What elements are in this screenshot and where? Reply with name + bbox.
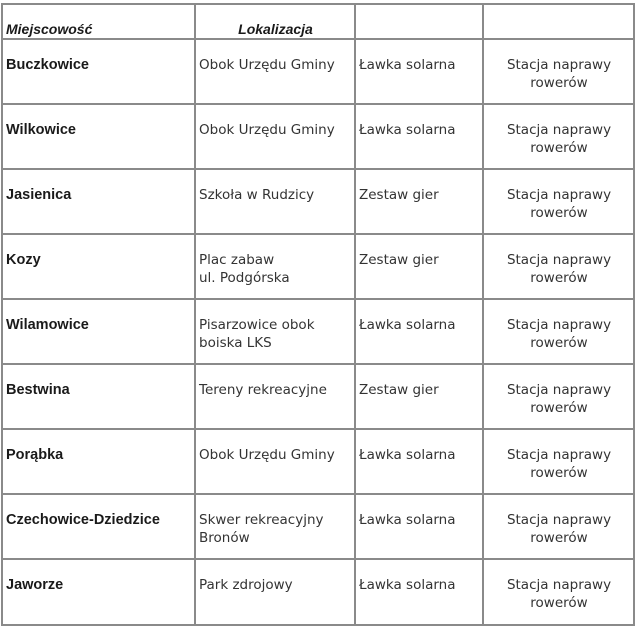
header-col3 xyxy=(355,4,483,39)
location-line1: Obok Urzędu Gminy xyxy=(199,447,335,463)
town-name: Bestwina xyxy=(6,382,70,398)
station-line1: Stacja naprawy xyxy=(506,317,612,333)
table-row xyxy=(2,429,634,494)
town-name: Wilkowice xyxy=(6,122,76,138)
location-line1: Plac zabaw xyxy=(199,252,275,268)
table-row xyxy=(2,364,634,429)
station-cell xyxy=(483,429,634,494)
header-location: Lokalizacja xyxy=(195,4,355,39)
town-name: Jaworze xyxy=(6,577,64,593)
table-row xyxy=(2,169,634,234)
station-cell xyxy=(483,104,634,169)
location-line1: Skwer rekreacyjny xyxy=(199,512,324,528)
town-name: Jasienica xyxy=(6,187,72,203)
item-name: Ławka solarna xyxy=(359,447,456,463)
town-cell xyxy=(2,364,195,429)
header-town: Miejscowość xyxy=(2,4,195,39)
location-cell xyxy=(195,494,355,559)
item-cell xyxy=(355,104,483,169)
town-name: Czechowice-Dziedzice xyxy=(6,512,160,528)
station-cell xyxy=(483,234,634,299)
item-name: Ławka solarna xyxy=(359,57,456,73)
location-line1: Obok Urzędu Gminy xyxy=(199,122,335,138)
location-cell xyxy=(195,299,355,364)
location-line2: Bronów xyxy=(199,530,250,546)
header-col4 xyxy=(483,4,634,39)
station-line1: Stacja naprawy xyxy=(506,382,612,398)
station-line2: rowerów xyxy=(530,335,588,351)
station-cell xyxy=(483,39,634,104)
town-name: Kozy xyxy=(6,252,41,268)
item-cell xyxy=(355,39,483,104)
location-line1: Park zdrojowy xyxy=(199,577,293,593)
item-cell xyxy=(355,559,483,625)
location-line2: boiska LKS xyxy=(199,335,272,351)
location-line1: Obok Urzędu Gminy xyxy=(199,57,335,73)
item-name: Ławka solarna xyxy=(359,317,456,333)
locations-table xyxy=(1,3,635,626)
item-cell xyxy=(355,234,483,299)
town-cell xyxy=(2,494,195,559)
station-line2: rowerów xyxy=(530,270,588,286)
station-line1: Stacja naprawy xyxy=(506,447,612,463)
station-line2: rowerów xyxy=(530,530,588,546)
table-row xyxy=(2,494,634,559)
station-line2: rowerów xyxy=(530,75,588,91)
location-cell xyxy=(195,364,355,429)
town-cell xyxy=(2,429,195,494)
item-cell xyxy=(355,429,483,494)
item-cell xyxy=(355,494,483,559)
town-cell xyxy=(2,234,195,299)
item-name: Zestaw gier xyxy=(359,187,439,203)
item-cell xyxy=(355,169,483,234)
location-line1: Szkoła w Rudzicy xyxy=(199,187,315,203)
item-name: Ławka solarna xyxy=(359,122,456,138)
station-line1: Stacja naprawy xyxy=(506,187,612,203)
town-cell xyxy=(2,559,195,625)
town-name: Buczkowice xyxy=(6,57,89,73)
town-cell xyxy=(2,104,195,169)
town-name: Wilamowice xyxy=(6,317,89,333)
station-line1: Stacja naprawy xyxy=(506,512,612,528)
location-line1: Pisarzowice obok xyxy=(199,317,315,333)
station-cell xyxy=(483,364,634,429)
location-cell xyxy=(195,169,355,234)
location-cell xyxy=(195,104,355,169)
table-row xyxy=(2,559,634,625)
item-cell xyxy=(355,299,483,364)
location-cell xyxy=(195,429,355,494)
station-line2: rowerów xyxy=(530,205,588,221)
station-line1: Stacja naprawy xyxy=(506,577,612,593)
location-cell xyxy=(195,234,355,299)
station-line2: rowerów xyxy=(530,465,588,481)
station-cell xyxy=(483,169,634,234)
town-name: Porąbka xyxy=(6,447,64,463)
location-cell xyxy=(195,559,355,625)
item-name: Ławka solarna xyxy=(359,577,456,593)
table-row xyxy=(2,104,634,169)
station-line2: rowerów xyxy=(530,140,588,156)
location-cell xyxy=(195,39,355,104)
item-name: Zestaw gier xyxy=(359,382,439,398)
town-cell xyxy=(2,39,195,104)
station-cell xyxy=(483,494,634,559)
station-line1: Stacja naprawy xyxy=(506,122,612,138)
station-line2: rowerów xyxy=(530,400,588,416)
station-cell xyxy=(483,559,634,625)
table-row xyxy=(2,39,634,104)
item-name: Zestaw gier xyxy=(359,252,439,268)
station-line1: Stacja naprawy xyxy=(506,57,612,73)
table-row xyxy=(2,234,634,299)
town-cell xyxy=(2,299,195,364)
location-line1: Tereny rekreacyjne xyxy=(199,382,327,398)
station-line2: rowerów xyxy=(530,595,588,611)
table-header-row xyxy=(2,4,634,39)
location-line2: ul. Podgórska xyxy=(199,270,290,286)
item-cell xyxy=(355,364,483,429)
town-cell xyxy=(2,169,195,234)
table-row xyxy=(2,299,634,364)
station-cell xyxy=(483,299,634,364)
item-name: Ławka solarna xyxy=(359,512,456,528)
station-line1: Stacja naprawy xyxy=(506,252,612,268)
